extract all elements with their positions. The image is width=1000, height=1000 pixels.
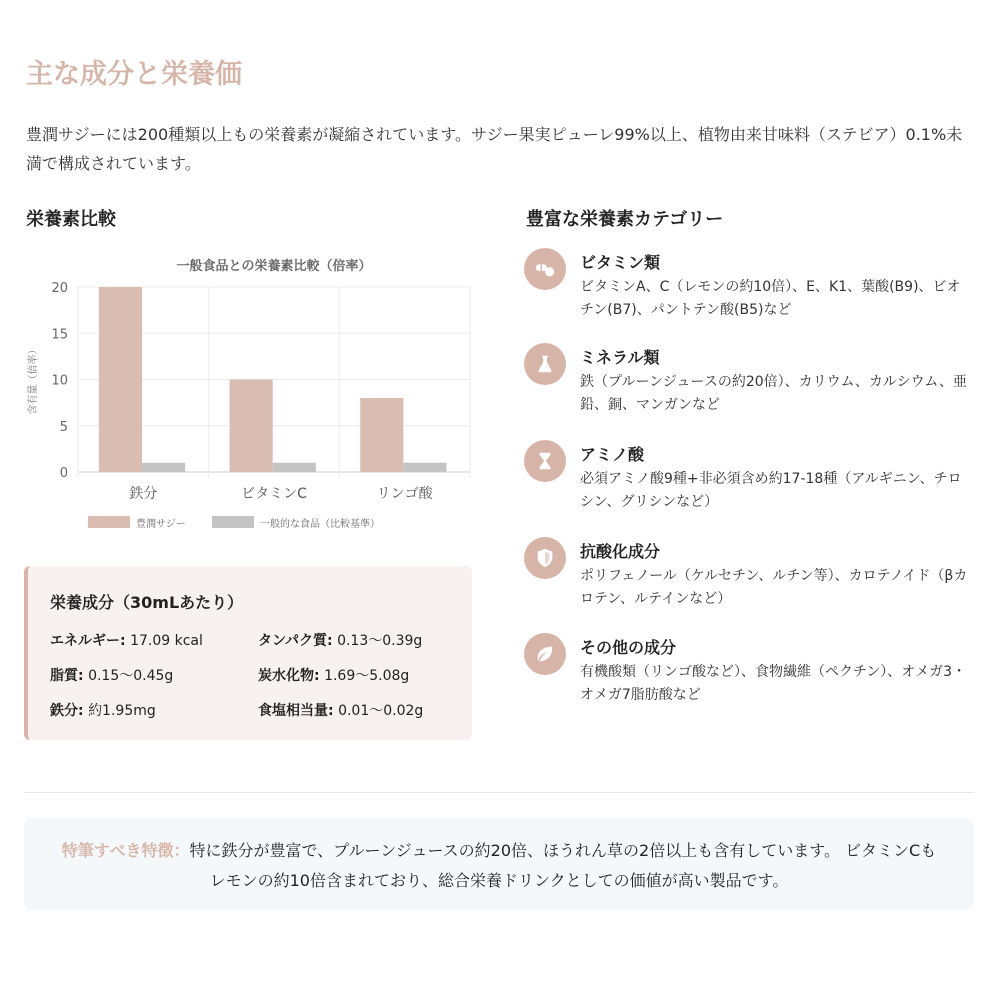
category-title: ミネラル類 [580,348,660,367]
category-desc: 必須アミノ酸9種+非必須含め約17-18種（アルギニン、チロシン、グリシンなど） [580,471,962,510]
chart-title: 一般食品との栄養素比較（倍率） [176,259,372,274]
nutrition-row [258,700,423,720]
nutrition-value: 1.69～5.08g [324,668,410,684]
shield-icon [524,537,566,579]
category-desc: ビタミンA、C（レモンの約10倍）、E、K1、葉酸(B9)、ビオチン(B7)、パントテン酸(B5)など [580,279,961,318]
intro-text: 豊潤サジーには200種類以上もの栄養素が凝縮されています。サジー果実ピューレ99%以上、植物由来甘味料（ステビア）0.1%未満で構成されています。 [26,125,963,173]
feature-callout [24,818,974,910]
nutrition-value: 0.13～0.39g [337,633,423,649]
nutrition-value: 0.01～0.02g [338,703,424,719]
nutrition-label: 食塩相当量: [258,703,334,719]
nutrition-label: 鉄分: [50,703,84,719]
hourglass-icon [524,440,566,482]
bar-一般的な食品（比較基準） [142,463,185,472]
feature-text: 特に鉄分が豊富で、プルーンジュースの約20倍、ほうれん草の2倍以上も含有しています。 ビタミンCもレモンの約10倍含まれており、総合栄養ドリンクとしての価値が高い製品です。 [189,841,937,890]
y-tick-label: 0 [59,466,68,481]
flask-icon [524,343,566,385]
y-axis-label: 含有量（倍率） [28,344,39,415]
bar-豊潤サジー [99,287,142,472]
category-title: ビタミン類 [580,253,661,272]
nutrition-row [50,700,156,720]
y-tick-label: 15 [51,327,68,343]
y-tick-label: 10 [51,373,68,389]
feature-label: 特筆すべき特徴： [61,841,190,860]
nutrient-comparison-heading: 栄養素比較 [26,209,116,230]
bar-一般的な食品（比較基準） [273,463,316,472]
category-desc: 鉄（プルーンジュースの約20倍）、カリウム、カルシウム、亜鉛、銅、マンガンなど [580,374,967,413]
page-title: 主な成分と栄養価 [26,59,242,90]
category-desc: 有機酸類（リンゴ酸など）、食物繊維（ペクチン）、オメガ3・オメガ7脂肪酸など [580,664,967,703]
y-tick-label: 5 [59,419,68,435]
bar-一般的な食品（比較基準） [403,463,446,472]
chart-svg [26,248,486,538]
category-title: その他の成分 [580,638,677,657]
nutrition-label: タンパク質: [258,633,333,649]
nutrition-label: 炭水化物: [258,668,320,684]
nutrition-facts-card [24,566,472,740]
category-title: アミノ酸 [580,445,645,464]
category-title: 抗酸化成分 [580,542,661,561]
category-desc: ポリフェノール（ケルセチン、ルチン等）、カロテノイド（βカロテン、ルテインなど） [580,568,968,607]
nutrition-facts-title: 栄養成分（30mLあたり） [50,593,244,612]
nutrition-row [258,665,409,685]
x-tick-label: 鉄分 [129,486,158,502]
leaf-icon [524,633,566,675]
x-tick-label: リンゴ酸 [376,486,433,502]
nutrient-chart [26,248,486,538]
nutrition-value: 17.09 kcal [130,633,203,649]
nutrition-row [50,630,203,650]
nutrient-categories-heading: 豊富な栄養素カテゴリー [526,209,724,230]
bar-豊潤サジー [230,380,273,473]
x-tick-label: ビタミンC [241,486,307,502]
section-divider [24,792,974,793]
pills-icon [524,248,566,290]
y-tick-label: 20 [51,281,68,296]
feature-paragraph [24,818,974,896]
nutrition-label: 脂質: [50,668,84,684]
legend-swatch [88,516,130,528]
nutrition-row [50,665,173,685]
nutrition-value: 0.15～0.45g [88,668,174,684]
legend-label: 一般的な食品（比較基準） [260,519,380,530]
nutrition-label: エネルギー: [50,633,126,649]
nutrition-value: 約1.95mg [88,703,156,719]
legend-label: 豊潤サジー [136,519,186,530]
nutrition-row [258,630,422,650]
bar-豊潤サジー [360,398,403,472]
legend-swatch [212,516,254,528]
